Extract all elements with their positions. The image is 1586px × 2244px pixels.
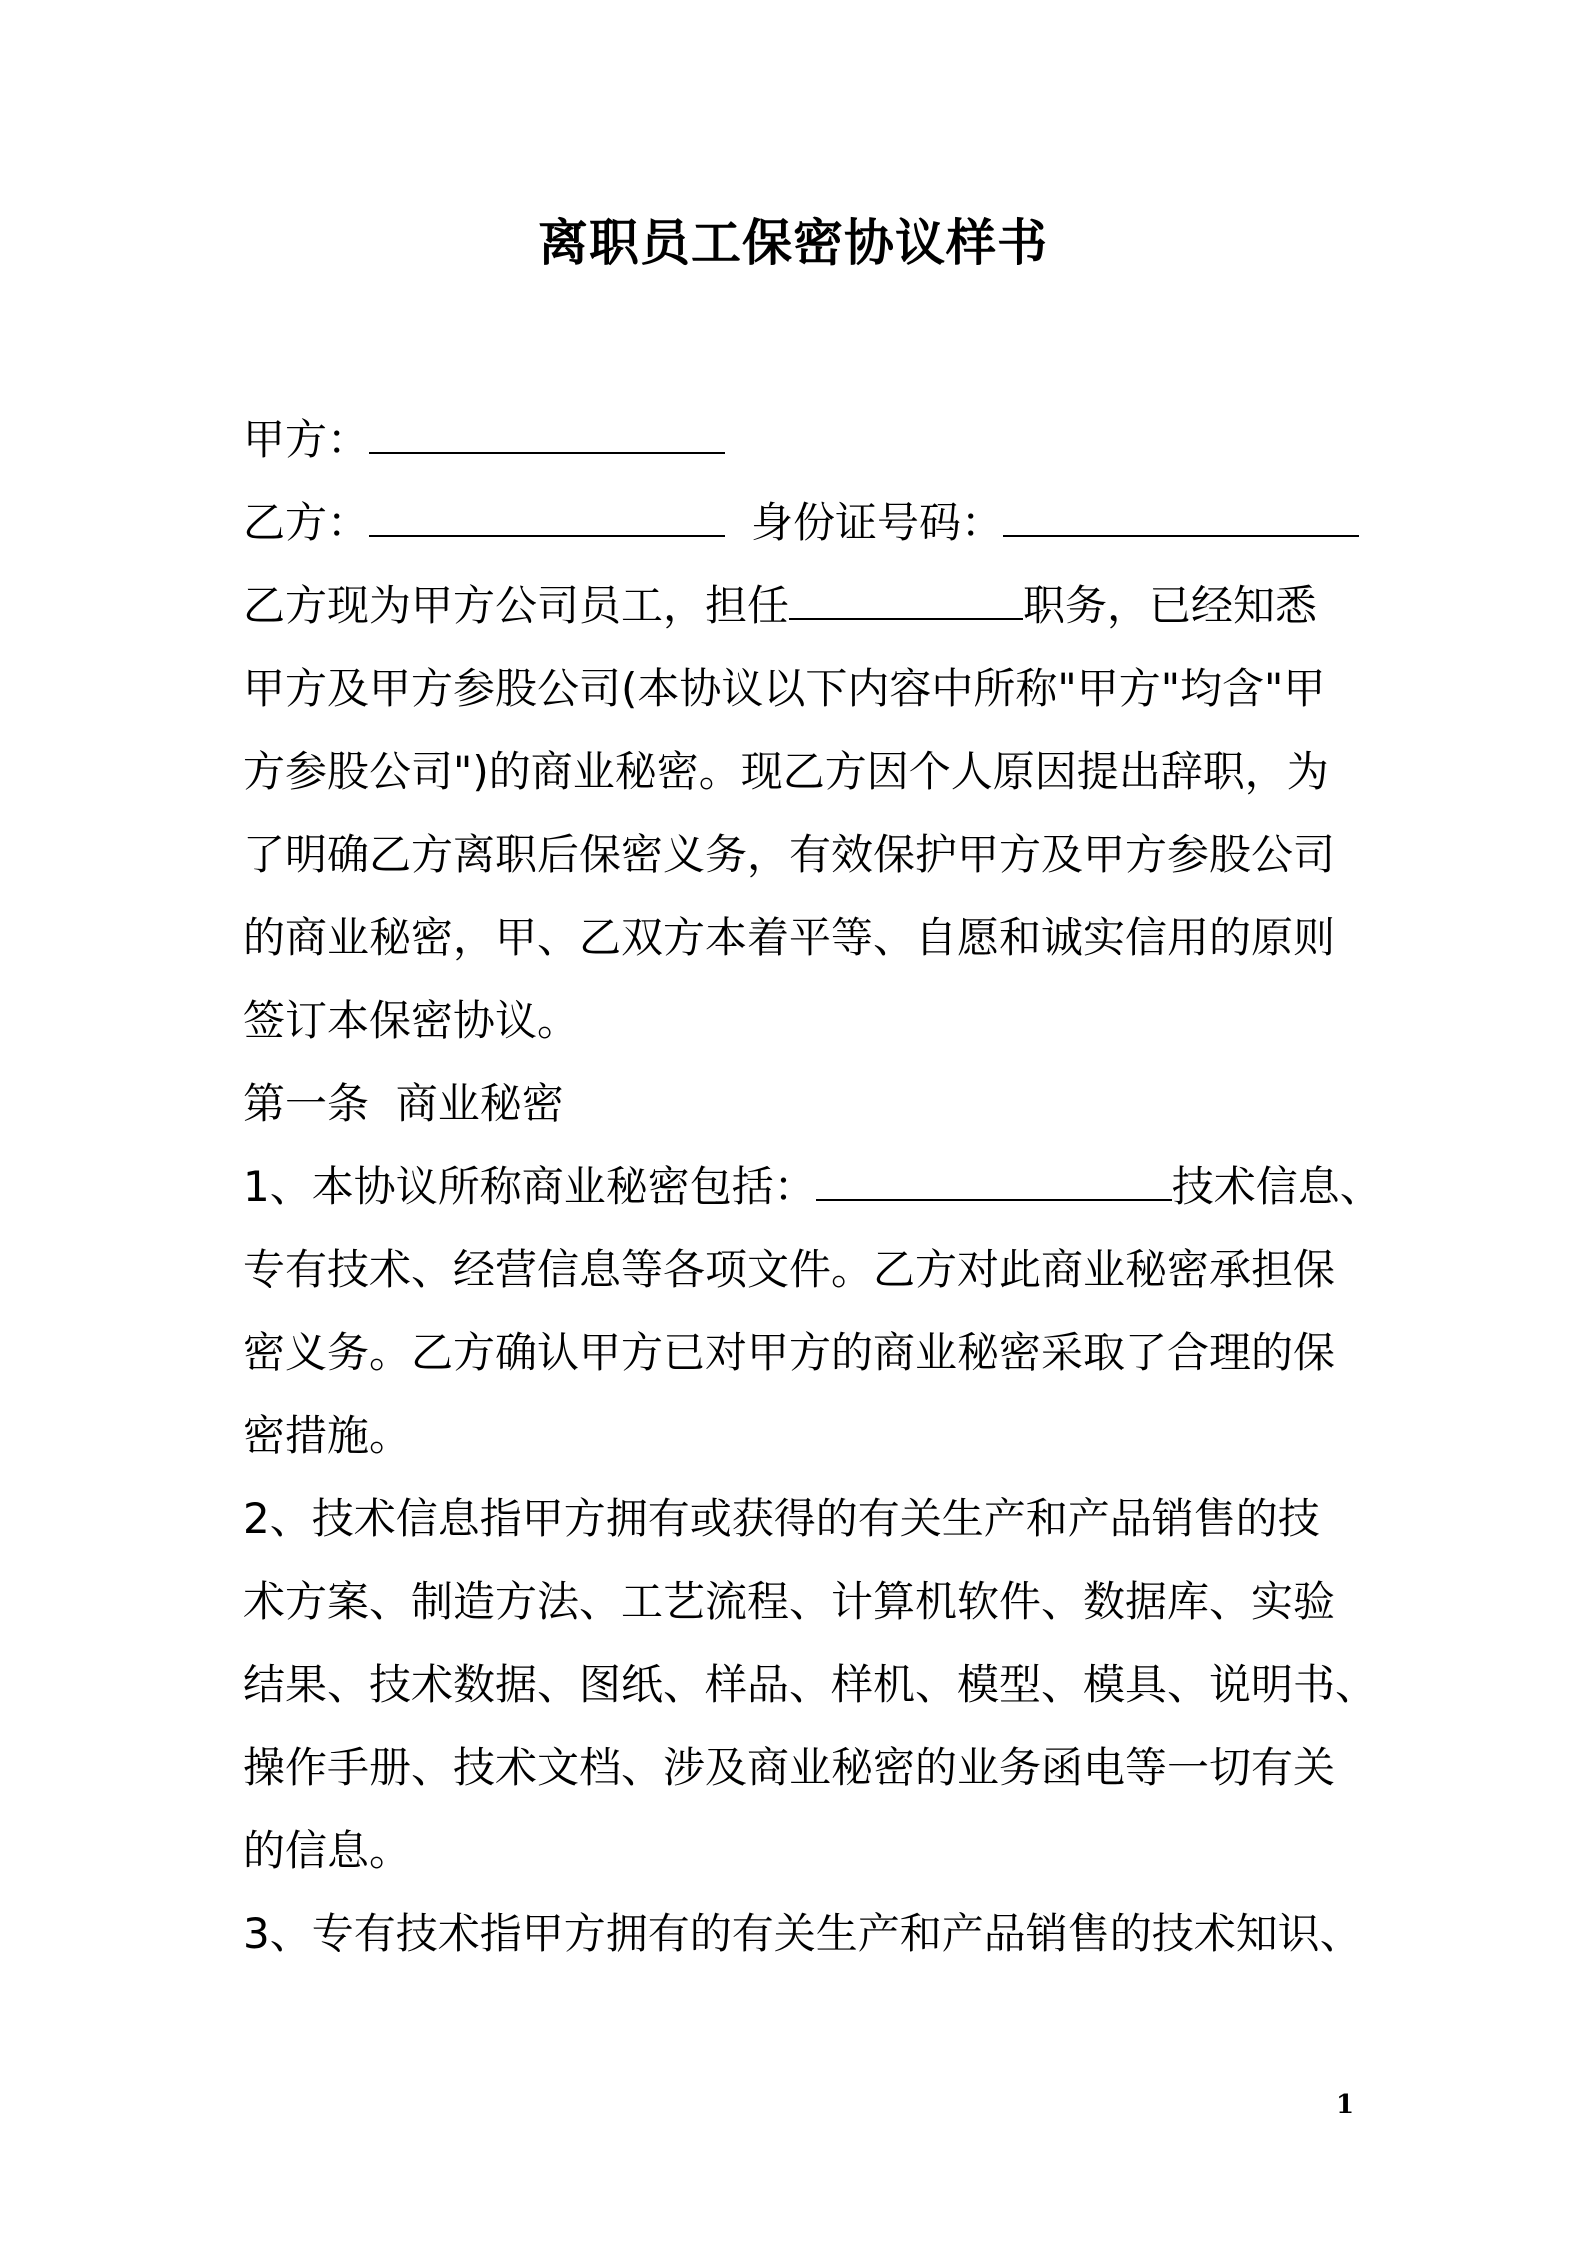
clause-1-line-4: 密措施。: [243, 1411, 412, 1460]
intro-line-4: 了明确乙方离职后保密义务，有效保护甲方及甲方参股公司: [243, 830, 1336, 879]
article-1-heading: 第一条 商业秘密: [243, 1079, 564, 1128]
intro-text-1a: 乙方现为甲方公司员工，担任: [243, 581, 790, 630]
document-body: [243, 398, 1382, 1975]
party-a-blank: [369, 418, 725, 454]
clause-1-text-1b: 技术信息、: [1171, 1162, 1382, 1211]
party-b-blank: [369, 501, 725, 537]
clause-1-line-3: 密义务。乙方确认甲方已对甲方的商业秘密采取了合理的保: [243, 1328, 1336, 1377]
intro-text-1b: 职务，已经知悉: [1023, 581, 1318, 630]
document-title: 离职员工保密协议样书: [538, 214, 1048, 272]
clause-1-text-1a: 1、本协议所称商业秘密包括：: [243, 1162, 816, 1211]
party-a-label: 甲方：: [243, 415, 370, 464]
party-a-line: [243, 398, 1358, 481]
clause-2-line-2: 术方案、制造方法、工艺流程、计算机软件、数据库、实验: [243, 1577, 1336, 1626]
clause-2-line-1: 2、技术信息指甲方拥有或获得的有关生产和产品销售的技: [243, 1494, 1320, 1543]
intro-line-5: 的商业秘密，甲、乙双方本着平等、自愿和诚实信用的原则: [243, 913, 1336, 962]
clause-3-line-1: 3、专有技术指甲方拥有的有关生产和产品销售的技术知识、: [243, 1909, 1362, 1958]
clause-2-line-4: 操作手册、技术文档、涉及商业秘密的业务函电等一切有关: [243, 1743, 1336, 1792]
clause-1-line-1: [243, 1145, 1382, 1228]
page-number: 1: [1336, 2090, 1355, 2120]
intro-line-6: 签订本保密协议。: [243, 996, 580, 1045]
party-b-label: 乙方：: [243, 498, 370, 547]
id-label: 身份证号码：: [751, 498, 1004, 547]
position-blank: [789, 584, 1023, 620]
intro-line-1: [243, 564, 1358, 647]
intro-line-2: 甲方及甲方参股公司(本协议以下内容中所称"甲方"均含"甲: [243, 664, 1326, 713]
party-b-line: [243, 481, 1358, 564]
clause-2-line-3: 结果、技术数据、图纸、样品、样机、模型、模具、说明书、: [243, 1660, 1378, 1709]
id-blank: [1003, 501, 1359, 537]
trade-secret-blank: [816, 1165, 1172, 1201]
intro-line-3: 方参股公司")的商业秘密。现乙方因个人原因提出辞职，为: [243, 747, 1329, 796]
clause-2-line-5: 的信息。: [243, 1826, 412, 1875]
clause-1-line-2: 专有技术、经营信息等各项文件。乙方对此商业秘密承担保: [243, 1245, 1336, 1294]
